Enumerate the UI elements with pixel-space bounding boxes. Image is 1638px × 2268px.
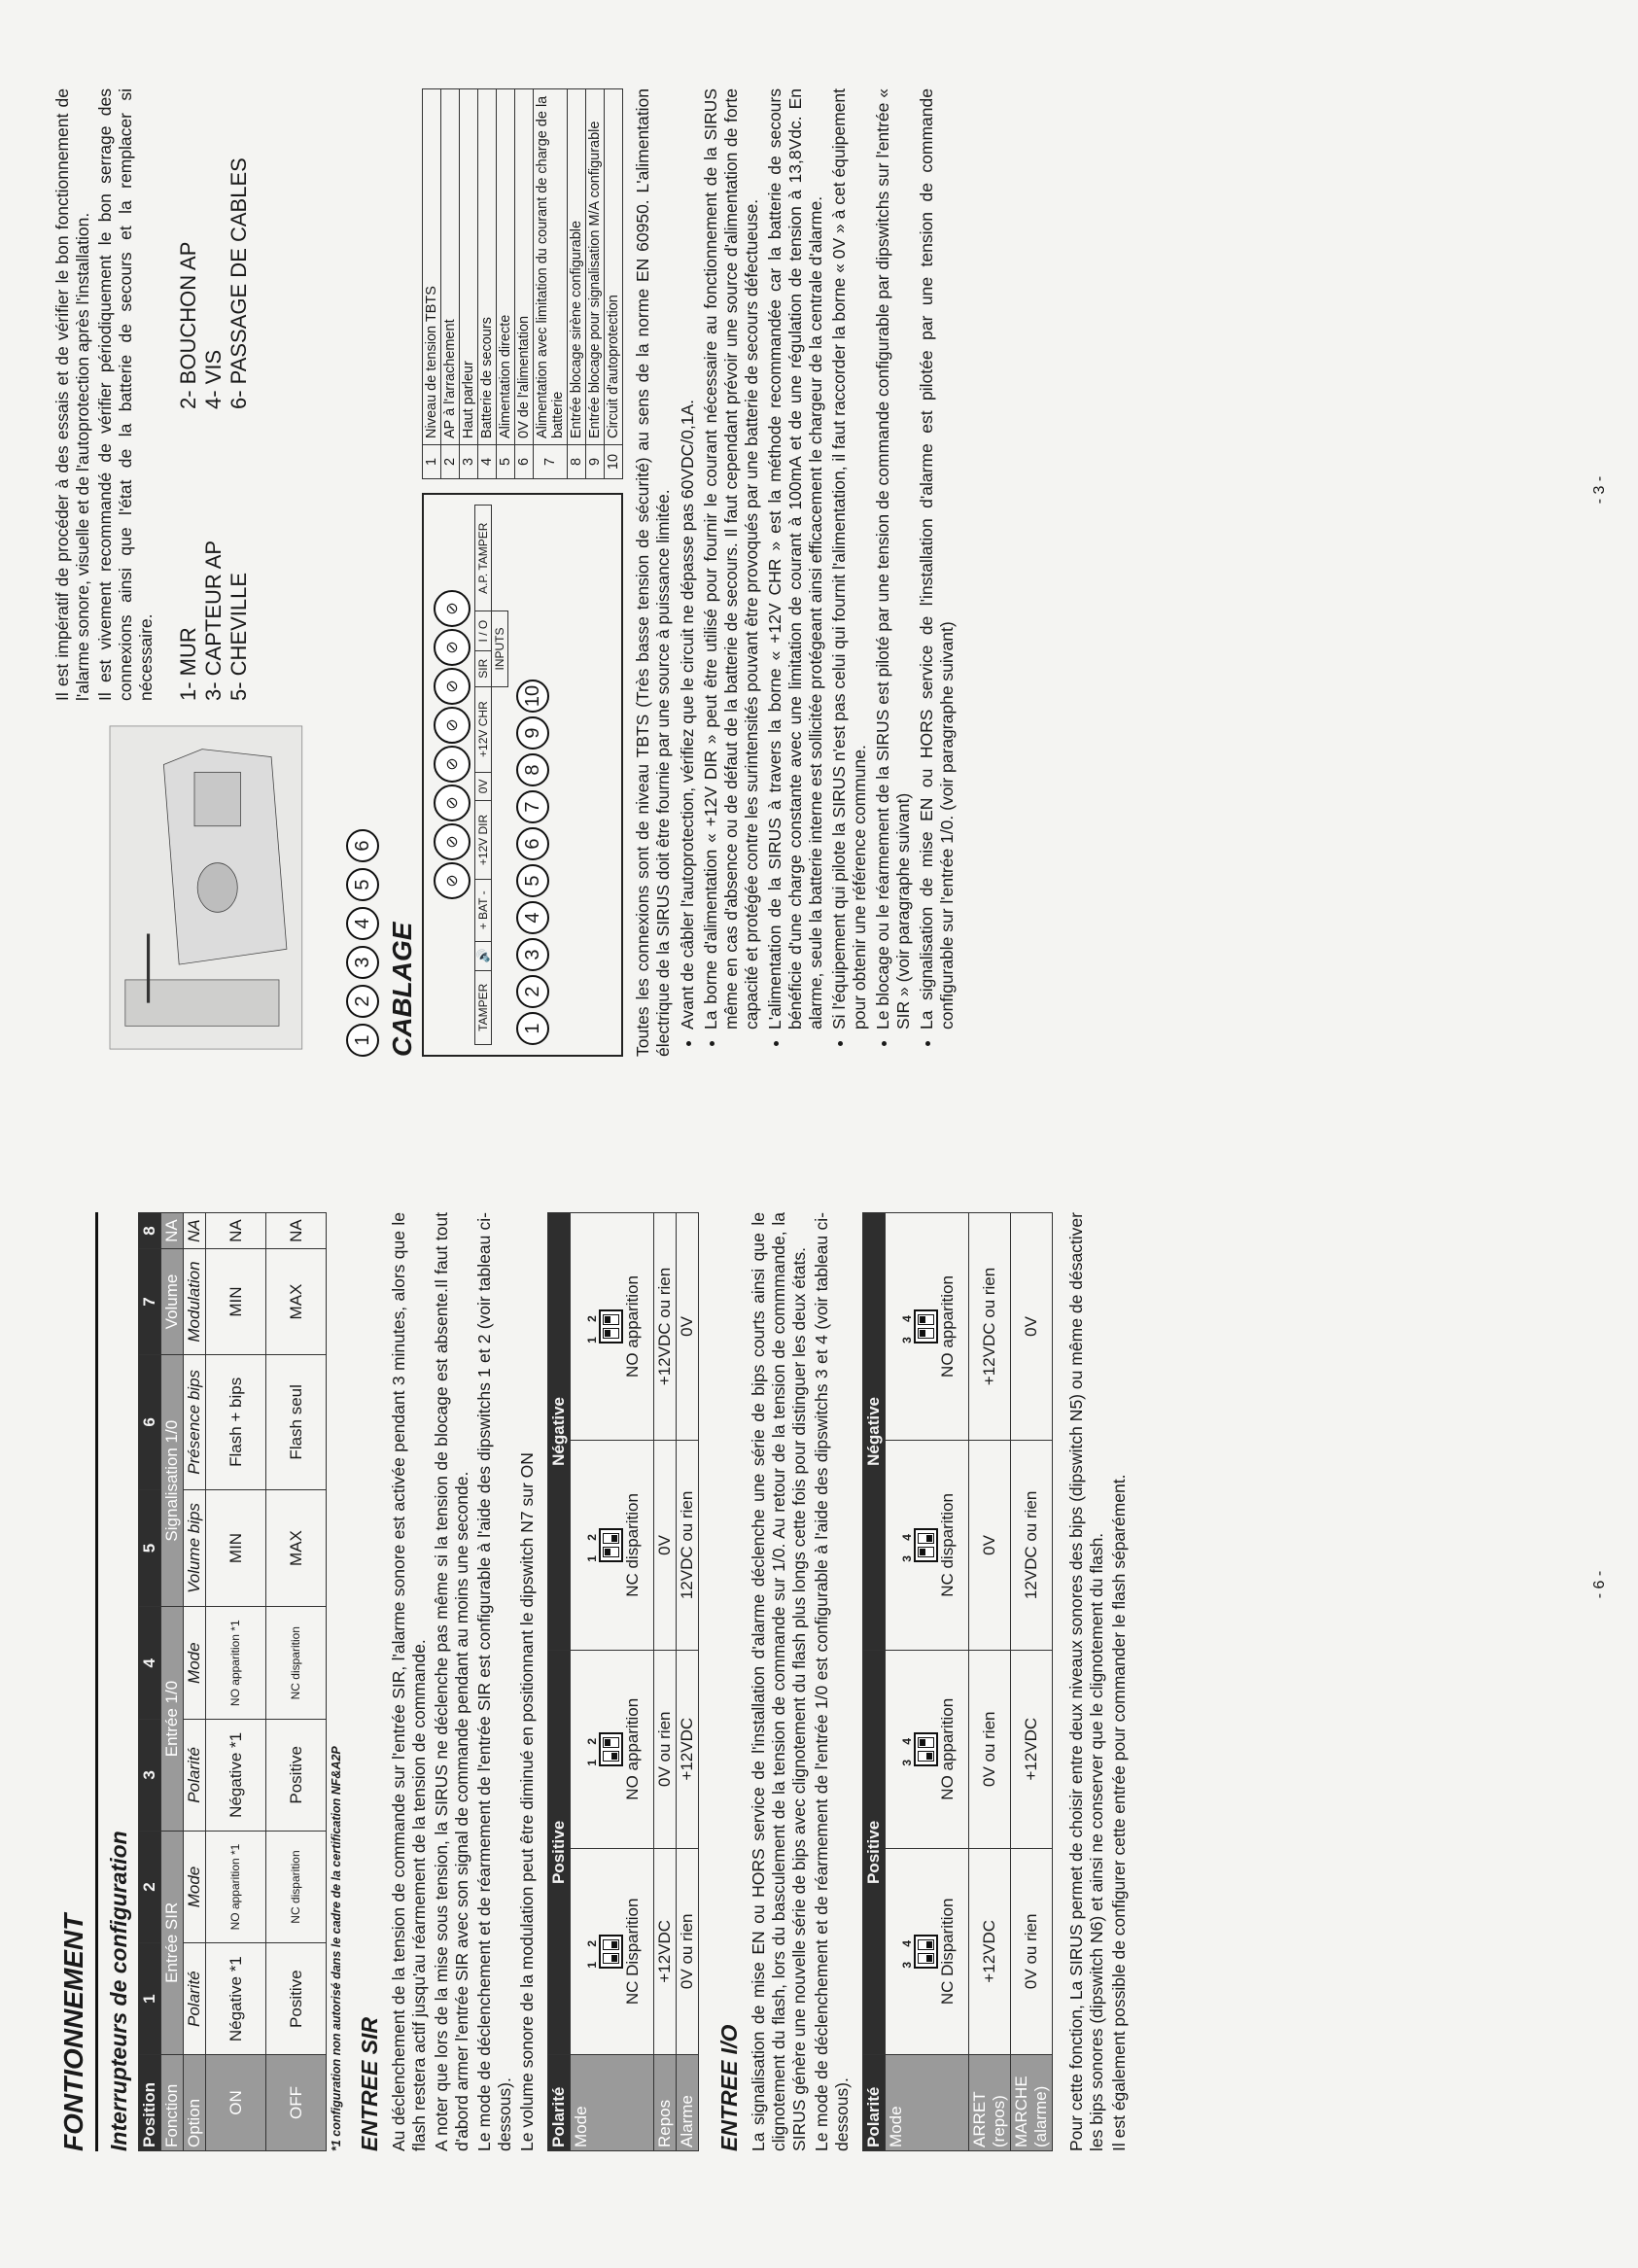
mode-label: NC disparition xyxy=(623,1493,642,1597)
mount-labels xyxy=(176,88,252,701)
cablage-title: CABLAGE xyxy=(387,922,417,1057)
terminal-label: + BAT - xyxy=(475,879,492,941)
legend-text: Alimentation avec limitation du courant de charge de la batterie xyxy=(534,89,568,445)
sir-mode-row xyxy=(571,1213,654,2151)
screw-icon: ⊘ xyxy=(434,785,470,821)
page-6 xyxy=(0,1134,1638,2268)
legend-text: AP à l'arrachement xyxy=(441,89,460,445)
terminal-screws xyxy=(434,505,470,899)
terminal-label: +12V DIR xyxy=(475,801,492,880)
sir-cell: +12VDC ou rien xyxy=(654,1213,677,1441)
config-cell: 8 xyxy=(139,1213,161,1249)
terminal-label: I / O xyxy=(475,611,492,650)
legend-num: 10 xyxy=(605,445,623,479)
config-cell: NA xyxy=(184,1213,206,1249)
screw-icon: ⊘ xyxy=(434,590,470,627)
legend-row xyxy=(605,89,623,479)
config-heading: Interrupteurs de configuration xyxy=(106,1831,131,2151)
mount-label: 4- VIS xyxy=(201,349,226,409)
callout-number: 7 xyxy=(516,790,549,823)
config-cell: Entrée 1/0 xyxy=(161,1607,184,1831)
mode-label: NO apparition xyxy=(938,1697,957,1800)
wiring-callouts xyxy=(516,505,549,1045)
legend-num: 9 xyxy=(586,445,605,479)
sir-cell: Repos xyxy=(654,2055,677,2151)
io-cell: Polarité xyxy=(863,2055,886,2151)
bullet-item: • Avant de câbler l'autoprotection, vérifiez que le circuit ne dépasse pas 60VDC/0,1A. xyxy=(678,88,698,1029)
mode-label: NO apparition xyxy=(623,1697,642,1800)
mode-label: NO apparition xyxy=(938,1275,957,1378)
bullet-item: • La borne d'alimentation « +12V DIR » peut être utilisé pour fournir le courant nécessaire au fonctionnement de la SIRUS même en cas d'absence ou de défaut de la batterie de secours. Il faut cependant prévoir une source d'alimentation de forte capacité et protégée contre les surintensités pouvant être provoqués par une batterie de secours défectueuse. xyxy=(701,88,762,1029)
callout-number: 6 xyxy=(346,829,379,862)
config-cell: OFF xyxy=(266,2055,327,2151)
sir-cell: +12VDC xyxy=(677,1650,699,1848)
io-paragraph: Le mode de déclenchement et de réarmement de l'entrée 1/0 est configurable à l'aide des dipswitchs 3 et 4 (voir tableau ci-dessous). xyxy=(812,1212,852,2151)
config-cell: 4 xyxy=(139,1607,161,1720)
sir-paragraph: Au déclenchement de la tension de commande sur l'entrée SIR, l'alarme sonore est activée pendant 3 minutes, alors que le flash restera actif jusqu'au réarmement de la tension de commande. xyxy=(389,1212,429,2151)
config-cell: MIN xyxy=(206,1249,266,1355)
dip-numbers: 3 4 xyxy=(900,1528,914,1562)
sir-mode-cell xyxy=(571,1848,654,2054)
legend-num: 1 xyxy=(423,445,441,479)
config-cell: Présence bips xyxy=(184,1355,206,1490)
config-cell: Signalisation 1/0 xyxy=(161,1355,184,1607)
config-on-row xyxy=(206,1213,266,2151)
legend-row xyxy=(534,89,568,479)
dip-numbers: 3 4 xyxy=(900,1309,914,1343)
bullet-item: • Si l'équipement qui pilote la SIRUS n'est pas celui qui fournit l'alimentation, il faut raccorder la borne « 0V » à cet équipement pour obtenir une référence commune. xyxy=(829,88,870,1029)
callout-number: 6 xyxy=(516,827,549,860)
legend-row xyxy=(586,89,605,479)
dip-numbers: 1 2 xyxy=(585,1934,599,1969)
legend-num: 4 xyxy=(478,445,497,479)
config-cell: MAX xyxy=(266,1249,327,1355)
config-cell: Mode xyxy=(184,1607,206,1720)
dipswitch-icon xyxy=(585,1309,623,1343)
config-cell: Polarité xyxy=(184,1943,206,2055)
fonctionnement-title: FONTIONNEMENT xyxy=(58,1212,98,2151)
callout-number: 3 xyxy=(346,946,379,979)
dip-numbers: 1 2 xyxy=(585,1309,599,1343)
page-number: - 3 - xyxy=(1591,475,1608,505)
io-cell: MARCHE (alarme) xyxy=(1011,2055,1053,2151)
config-cell: 2 xyxy=(139,1831,161,1943)
config-cell: NA xyxy=(266,1213,327,1249)
bullet-item: • La signalisation de mise EN ou HORS service de l'installation d'alarme est pilotée par une tension de commande configurable sur l'entrée 1/0. (voir paragraphe suivant) xyxy=(917,88,958,1029)
callout-number: 1 xyxy=(516,1012,549,1045)
io-mode-row xyxy=(886,1213,969,2151)
mode-label: NO apparition xyxy=(623,1275,642,1378)
legend-text: 0V de l'alimentation xyxy=(515,89,534,445)
io-marche-row xyxy=(1011,1213,1053,2151)
callout-number: 4 xyxy=(516,901,549,934)
config-option-row xyxy=(184,1213,206,2151)
dip-numbers: 1 2 xyxy=(585,1731,599,1766)
callout-number: 3 xyxy=(516,938,549,971)
page-3 xyxy=(0,1,1638,1134)
callout-number: 2 xyxy=(516,975,549,1008)
io-polarity-row xyxy=(863,1213,886,2151)
config-cell: 3 xyxy=(139,1720,161,1832)
config-cell: ON xyxy=(206,2055,266,2151)
dipswitch-icon xyxy=(900,1732,938,1766)
terminal-label: SIR xyxy=(475,650,492,686)
sir-cell: Polarité xyxy=(548,2055,571,2151)
io-cell: +12VDC ou rien xyxy=(969,1213,1011,1441)
mount-label: 6- PASSAGE DE CABLES xyxy=(227,157,251,409)
config-cell: 1 xyxy=(139,1943,161,2055)
config-cell: NC disparition xyxy=(266,1607,327,1720)
legend-row xyxy=(460,89,478,479)
callout-number: 8 xyxy=(516,753,549,786)
dipswitch-icon xyxy=(585,1528,623,1562)
io-cell: +12VDC xyxy=(969,1848,1011,2054)
bullet-item: • Le blocage ou le réarmement de la SIRUS est piloté par une tension de commande configurable par dipswitchs sur l'entrée « SIR » (voir paragraphe suivant) xyxy=(873,88,914,1029)
callout-number: 9 xyxy=(516,716,549,750)
config-position-row xyxy=(139,1213,161,2151)
legend-row xyxy=(568,89,586,479)
legend-row xyxy=(441,89,460,479)
io-cell: +12VDC xyxy=(1011,1650,1053,1848)
io-mode-cell xyxy=(886,1213,969,1441)
config-cell: MAX xyxy=(266,1489,327,1607)
config-function-row xyxy=(161,1213,184,2151)
terminal-label: TAMPER xyxy=(475,970,492,1044)
io-cell: 0V ou rien xyxy=(969,1650,1011,1848)
io-cell: Négative xyxy=(863,1213,886,1651)
config-cell: NC disparition xyxy=(266,1831,327,1943)
screw-icon: ⊘ xyxy=(434,668,470,705)
page-number: - 6 - xyxy=(1591,1570,1608,1599)
sir-cell: +12VDC xyxy=(654,1848,677,2054)
sir-paragraph: Le volume sonore de la modulation peut être diminué en positionnant le dipswitch N7 sur ON xyxy=(517,1452,537,2151)
io-mode-cell xyxy=(886,1650,969,1848)
config-cell: Entrée SIR xyxy=(161,1831,184,2054)
dipswitch-icon xyxy=(585,1935,623,1969)
screw-icon: ⊘ xyxy=(434,746,470,783)
config-cell: 5 xyxy=(139,1489,161,1607)
io-mode-cell xyxy=(886,1440,969,1650)
config-cell: Négative *1 xyxy=(206,1943,266,2055)
dip-numbers: 3 4 xyxy=(900,1731,914,1766)
sir-cell: Mode xyxy=(571,2055,654,2151)
sir-heading: ENTREE SIR xyxy=(357,2016,382,2151)
sir-cell: Positive xyxy=(548,1650,571,2054)
config-cell: NA xyxy=(206,1213,266,1249)
legend-text: Entrée blocage sirène configurable xyxy=(568,89,586,445)
legend-text: Alimentation directe xyxy=(497,89,515,445)
legend-row xyxy=(497,89,515,479)
mode-label: NC Disparition xyxy=(938,1898,957,2006)
mounting-section xyxy=(49,88,340,1057)
dipswitch-icon xyxy=(900,1309,938,1343)
config-off-row xyxy=(266,1213,327,2151)
screw-icon: ⊘ xyxy=(434,707,470,744)
mounting-diagram xyxy=(49,718,340,1057)
terminal-labels xyxy=(474,505,508,1045)
sir-table xyxy=(547,1212,699,2151)
io-table xyxy=(862,1212,1053,2151)
dip-numbers: 1 2 xyxy=(585,1528,599,1562)
dipswitch-icon xyxy=(585,1732,623,1766)
io-arret-row xyxy=(969,1213,1011,2151)
mount-label: 1- MUR xyxy=(176,627,200,701)
closing-paragraph: Il est également possible de configurer cette entrée pour commander le flash séparément. xyxy=(1109,1474,1129,2151)
terminal-label: A.P. TAMPER xyxy=(475,506,492,611)
mount-label: 2- BOUCHON AP xyxy=(176,241,200,409)
config-cell: NA xyxy=(161,1213,184,1249)
legend-row xyxy=(423,89,441,479)
config-cell: Positive xyxy=(266,1720,327,1832)
intro-block xyxy=(49,88,340,701)
config-cell: Positive xyxy=(266,1943,327,2055)
io-cell: 0V xyxy=(969,1440,1011,1650)
terminal-group-label: INPUTS xyxy=(492,611,508,686)
callout-number: 4 xyxy=(346,907,379,940)
speaker-icon: 🔊 xyxy=(475,941,492,970)
legend-num: 3 xyxy=(460,445,478,479)
config-table xyxy=(138,1212,327,2151)
bullet-item: • L'alimentation de la SIRUS à travers la borne « +12V CHR » est la méthode recommandée car la batterie de secours bénéficie d'une charge constante avec une limitation de courant à 100mA et de une régulation de tension à 13,8Vdc. En alarme, seule la batterie interne est sollicitée protégeant ainsi efficacement le chargeur de la centrale d'alarme. xyxy=(765,88,826,1029)
mount-label: 3- CAPTEUR AP xyxy=(201,540,226,701)
cabling-section xyxy=(422,88,623,1057)
legend-text: Entrée blocage pour signalisation M/A configurable xyxy=(586,89,605,445)
sir-mode-cell xyxy=(571,1440,654,1650)
callout-number: 5 xyxy=(346,868,379,901)
config-cell: Position xyxy=(139,2055,161,2151)
sir-paragraph: Le mode de déclenchement et de réarmement de l'entrée SIR est configurable à l'aide des dipswitchs 1 et 2 (voir tableau ci-dessous). xyxy=(474,1212,514,2151)
config-cell: Flash + bips xyxy=(206,1355,266,1490)
callout-number: 2 xyxy=(346,985,379,1018)
legend-row xyxy=(515,89,534,479)
legend-text: Circuit d'autoprotection xyxy=(605,89,623,445)
screw-icon: ⊘ xyxy=(434,862,470,899)
sir-alarme-row xyxy=(677,1213,699,2151)
intro-paragraph: Il est vivement recommandé de vérifier périodiquement le bon serrage des connexions ainsi que l'état de la batterie de secours et la remplacer si nécessaire. xyxy=(95,88,156,701)
io-mode-cell xyxy=(886,1848,969,2054)
sir-polarity-row xyxy=(548,1213,571,2151)
sir-cell: 0V ou rien xyxy=(677,1848,699,2054)
sir-cell: Alarme xyxy=(677,2055,699,2151)
io-cell: 12VDC ou rien xyxy=(1011,1440,1053,1650)
closing-paragraph: Pour cette fonction, La SIRUS permet de choisir entre deux niveaux sonores des bips (dipswitch N5) ou même de désactiver les bips sonores (dipswitch N6) et ainsi ne conserver que le clignotement du flash. xyxy=(1066,1212,1106,2151)
config-cell: Négative *1 xyxy=(206,1720,266,1832)
sir-cell: 0V xyxy=(654,1440,677,1650)
config-cell: Polarité xyxy=(184,1720,206,1832)
screw-icon: ⊘ xyxy=(434,823,470,860)
tbts-paragraph: Toutes les connexions sont de niveau TBTS (Très basse tension de sécurité) au sens de la norme EN 60950. L'alimentation électrique de la SIRUS doit être fournie par une source à puissance limitée. xyxy=(633,88,673,1057)
io-cell: ARRET (repos) xyxy=(969,2055,1011,2151)
dipswitch-icon xyxy=(900,1528,938,1562)
sir-mode-cell xyxy=(571,1213,654,1441)
mode-label: NC Disparition xyxy=(623,1898,642,2006)
config-cell: 7 xyxy=(139,1249,161,1355)
config-cell: NO apparition *1 xyxy=(206,1831,266,1943)
config-cell: Fonction xyxy=(161,2055,184,2151)
sir-cell: 12VDC ou rien xyxy=(677,1440,699,1650)
legend-num: 5 xyxy=(497,445,515,479)
screw-icon: ⊘ xyxy=(434,629,470,666)
legend-num: 7 xyxy=(534,445,568,479)
sir-cell: 0V xyxy=(677,1213,699,1441)
sir-cell: 0V ou rien xyxy=(654,1650,677,1848)
legend-row xyxy=(478,89,497,479)
sir-repos-row xyxy=(654,1213,677,2151)
mode-label: NC disparition xyxy=(938,1493,957,1597)
config-cell: Option xyxy=(184,2055,206,2151)
legend-text: Haut parleur xyxy=(460,89,478,445)
config-cell: NO apparition *1 xyxy=(206,1607,266,1720)
legend-text: Batterie de secours xyxy=(478,89,497,445)
legend-num: 8 xyxy=(568,445,586,479)
config-cell: Volume xyxy=(161,1249,184,1355)
io-paragraph: La signalisation de mise EN ou HORS service de l'installation d'alarme déclenche une série de bips courts ainsi que le clignotement du flash, lors du basculement de la tension de commande sur 1/0. Au retour de la tension de commmande, la SIRUS génère une nouvelle série de bips avec clignotement du flash plus longs cette fois pour distinguer les deux états. xyxy=(749,1212,809,2151)
sir-mode-cell xyxy=(571,1650,654,1848)
io-cell: 0V ou rien xyxy=(1011,1848,1053,2054)
sir-paragraph: A noter que lors de la mise sous tension, la SIRUS ne déclenche pas même si la tension de blocage est absente.Il faut tout d'abord armer l'entrée SIR avec son signal de commande pendant au moins une seconde. xyxy=(432,1212,471,2151)
legend-num: 2 xyxy=(441,445,460,479)
cabling-bullets xyxy=(678,88,958,1057)
config-cell: 6 xyxy=(139,1355,161,1490)
io-cell: Positive xyxy=(863,1650,886,2054)
mount-label: 5- CHEVILLE xyxy=(227,572,251,701)
config-cell: Modulation xyxy=(184,1249,206,1355)
config-cell: Volume bips xyxy=(184,1489,206,1607)
terminal-block-diagram xyxy=(422,493,623,1057)
config-cell: MIN xyxy=(206,1489,266,1607)
terminal-label: 0V xyxy=(475,772,492,801)
callout-number: 1 xyxy=(346,1024,379,1057)
config-note: *1 configuration non autorisé dans le cadre de la certification NF&A2P xyxy=(330,1746,343,2151)
dipswitch-icon xyxy=(900,1935,938,1969)
legend-num: 6 xyxy=(515,445,534,479)
mount-callouts xyxy=(346,88,379,1057)
callout-number: 10 xyxy=(516,680,549,713)
io-cell: Mode xyxy=(886,2055,969,2151)
dip-numbers: 3 4 xyxy=(900,1934,914,1969)
config-cell: Flash seul xyxy=(266,1355,327,1490)
sir-cell: Négative xyxy=(548,1213,571,1651)
legend-text: Niveau de tension TBTS xyxy=(423,89,441,445)
callout-number: 5 xyxy=(516,864,549,897)
io-heading: ENTREE I/O xyxy=(716,2024,742,2151)
intro-paragraph: Il est impératif de procéder à des essais et de vérifier le bon fonctionnement de l'alarme sonore, visuelle et de l'autoprotection après l'installation. xyxy=(52,88,92,701)
io-cell: 0V xyxy=(1011,1213,1053,1441)
terminal-label: +12V CHR xyxy=(475,686,492,772)
config-cell: Mode xyxy=(184,1831,206,1943)
cabling-legend xyxy=(422,88,623,479)
